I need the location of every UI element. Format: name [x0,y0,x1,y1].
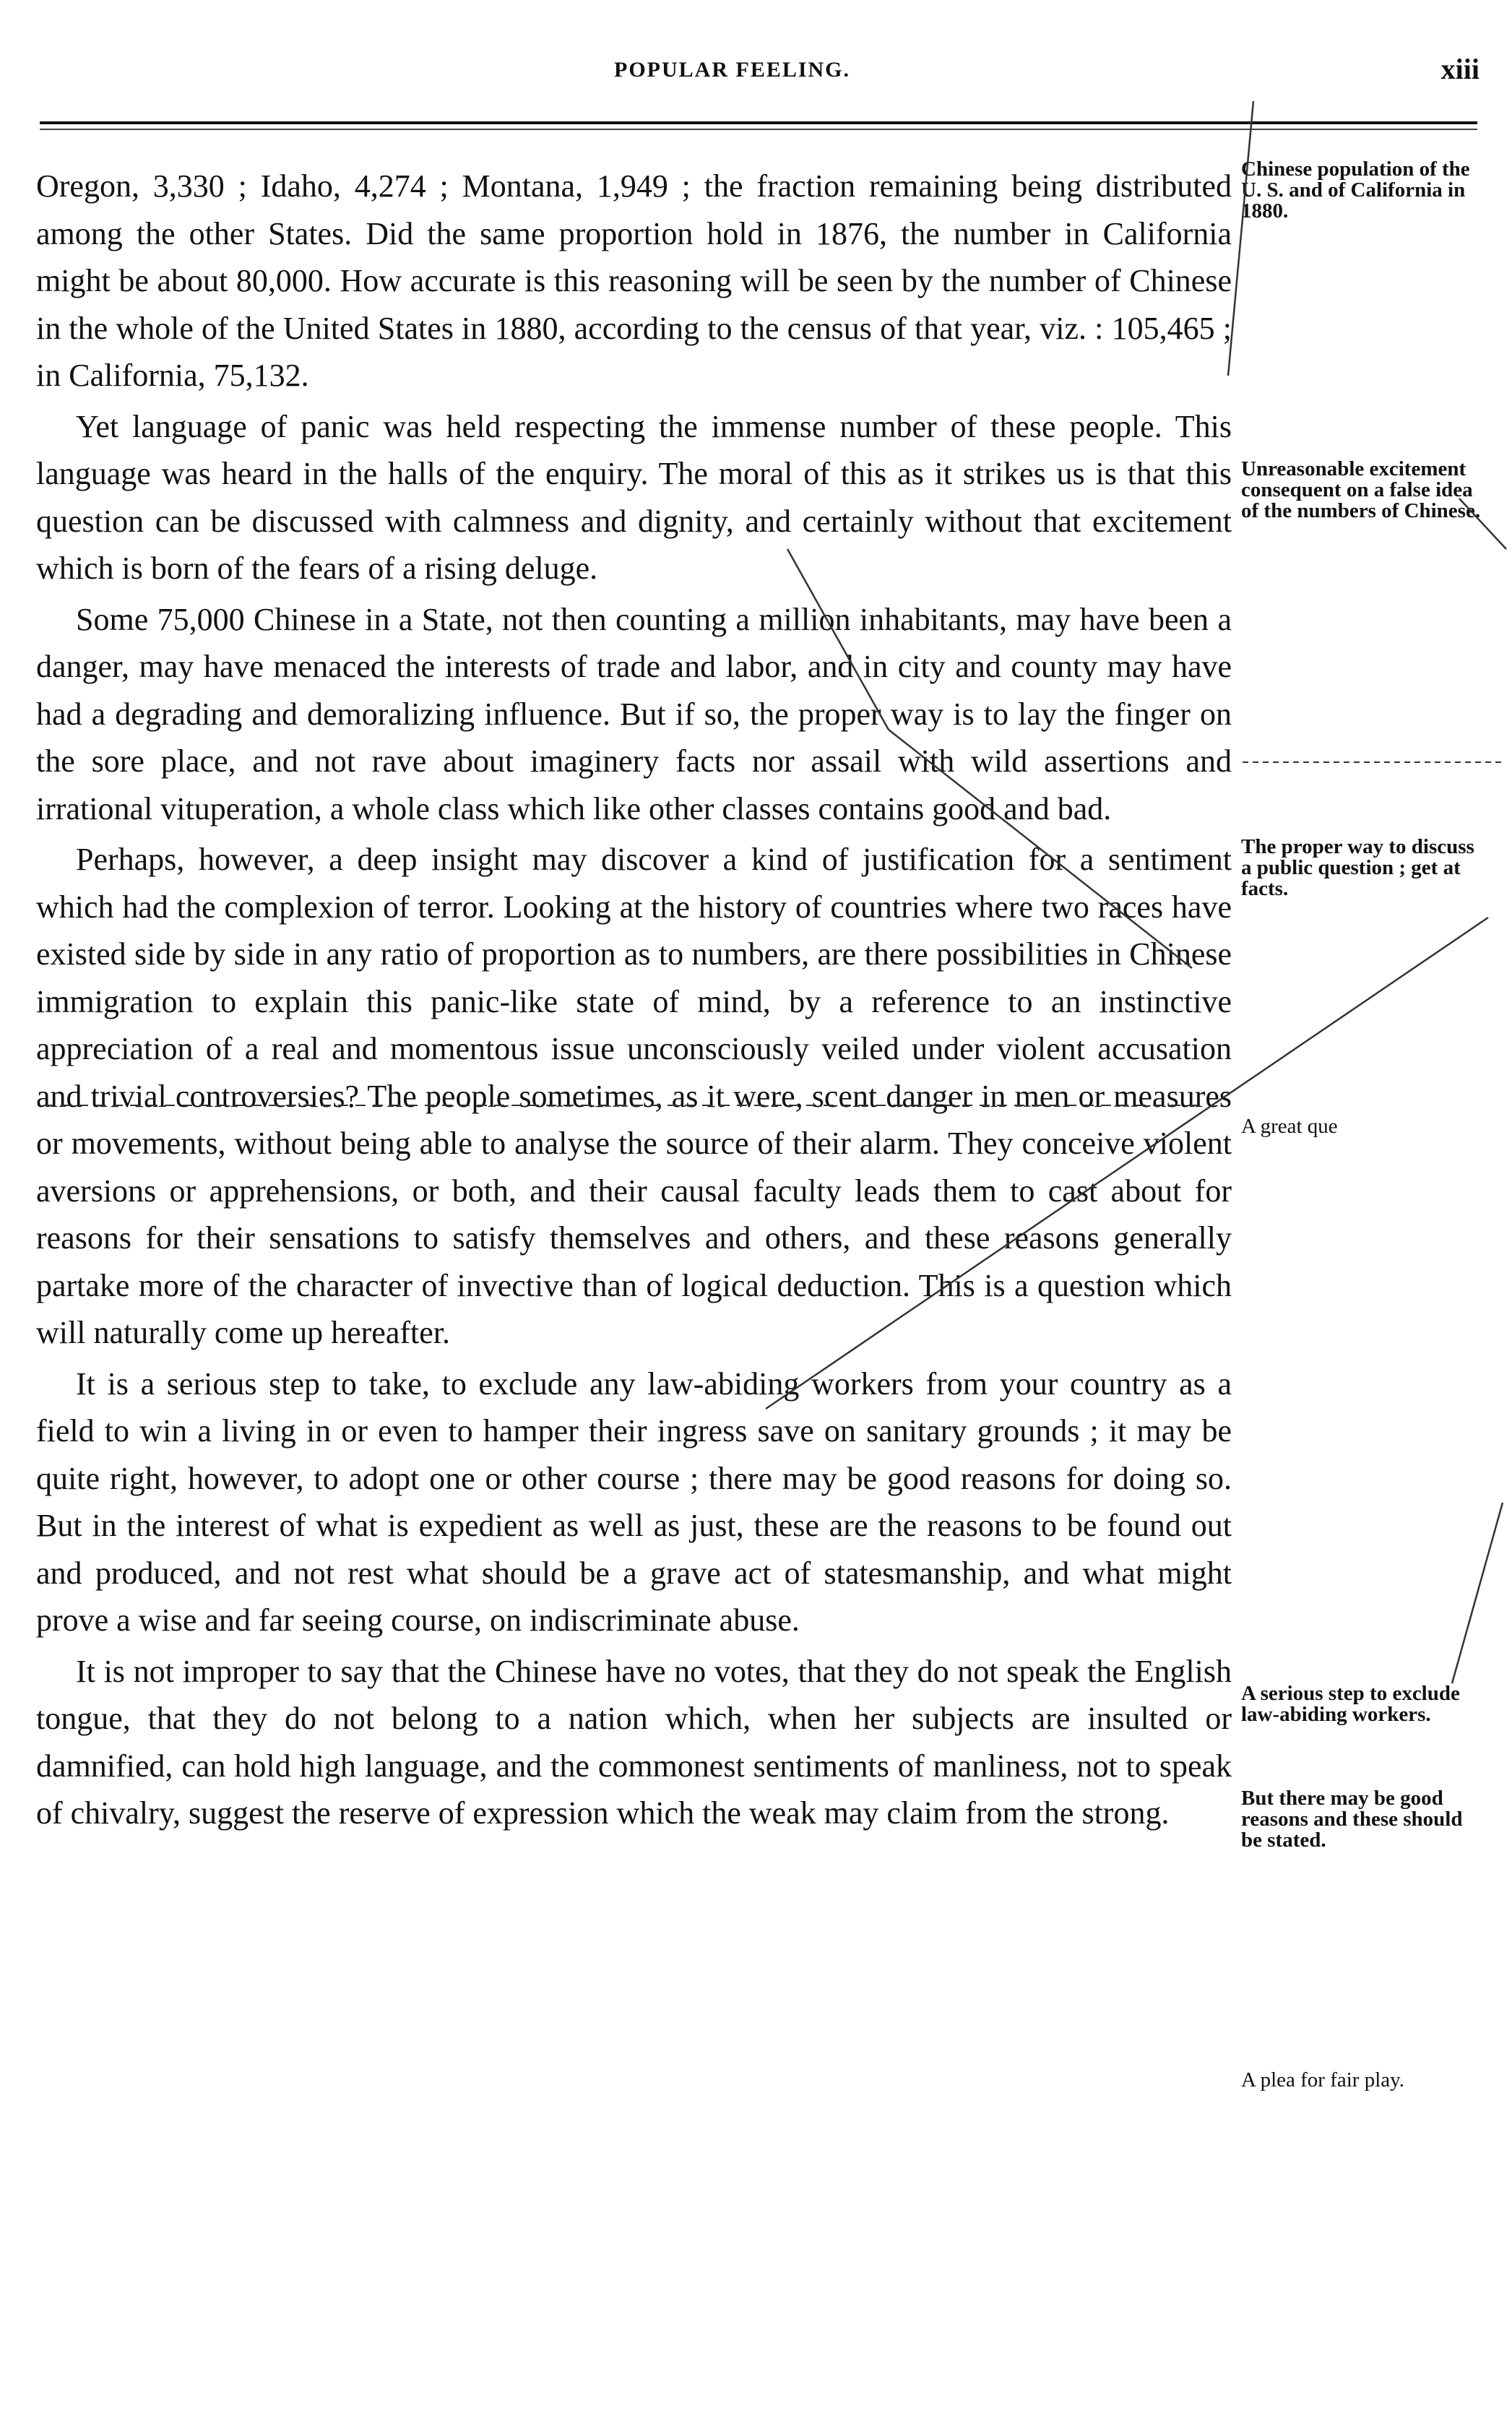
pencil-line-1 [1228,101,1253,376]
paragraph-6: It is not improper to say that the Chinese have no votes, that they do not speak the English tongue, that they do not belong to a nation which, when her subjects are insulted or damnified, can hold high language, and the commonest sentiments of manliness, not to speak of chivalry, suggest the reserve of expression which the weak may claim from the strong. [36,1653,1232,1831]
sidenote-proper-way: The proper way to discuss a public question ; get at facts. [1241,835,1474,900]
paragraph-1: Oregon, 3,330 ; Idaho, 4,274 ; Montana, 1,949 ; the fraction remaining being distributed among the other States. Did the same proportion hold in 1876, the number in California might be about 80,000. How accurate is this reasoning will be seen by the number of Chinese in the whole of the United States in 1880, according to the census of that year, viz. : 105,465 ; in California, 75,132. [36,168,1232,393]
sidenote-good-reasons: But there may be good reasons and these should be stated. [1241,1787,1463,1852]
sidenote-serious-step: A serious step to exclude law-abiding workers. [1241,1682,1460,1726]
pencil-line-5 [1452,1503,1503,1683]
sidenote-plea-fair-play: A plea for fair play. [1241,2068,1404,2092]
sidenote-unreasonable-excitement: Unreasonable excitement consequent on a false idea of the numbers of Chinese. [1241,457,1481,522]
page-number: xiii [1440,53,1479,85]
sidenote-chinese-population: Chinese population of the U. S. and of California in 1880. [1241,157,1470,223]
pencil-line-4 [766,918,1488,1409]
paragraph-4: Perhaps, however, a deep insight may discover a kind of justification for a sentiment which had the complexion of terror. Looking at the history of countries where two races have existed side by side in any ratio of proportion as to numbers, are there possibilities in Chinese immigration to explain this panic-like state of mind, by a reference to an instinctive appreciation of a real and momentous issue unconsciously veiled under violent accusation and trivial controversies? The people sometimes, as it were, scent danger in men or measures or movements, without being able to analyse the source of their alarm. They conceive violent aversions or apprehensions, or both, and their causal faculty leads them to cast about for reasons for their sensations to satisfy themselves and others, and these reasons generally partake more of the character of invective than of logical deduction. This is a question which will naturally come up hereafter. [36,842,1232,1350]
pencil-line-3 [889,730,1192,968]
running-title: POPULAR FEELING. [614,58,851,82]
pencil-line-2 [787,549,889,730]
paragraph-5: It is a serious step to take, to exclude any law-abiding workers from your country as a field to win a living in or even to hamper their ingress save on sanitary grounds ; it may be quite right, however, to adopt one or other course ; there may be good reasons for doing so. But in the interest of what is expedient as well as just, these are the reasons to be found out and produced, and not rest what should be a grave act of statesmanship, and what might prove a wise and far seeing course, on indiscriminate abuse. [36,1365,1232,1638]
paragraph-2: Yet language of panic was held respecting the immense number of these people. This language was heard in the halls of the enquiry. The moral of this as it strikes us is that this question can be discussed with calmness and dignity, and certainly without that excitement which is born of the fears of a rising deluge. [36,408,1232,586]
pencil-line-6 [1459,498,1506,549]
sidenote-great-question: A great que [1241,1115,1338,1138]
paragraph-3: Some 75,000 Chinese in a State, not then counting a million inhabitants, may have been a danger, may have menaced the interests of trade and labor, and in city and county may have had a degrading and demoralizing influence. But if so, the proper way is to lay the finger on the sore place, and not rave about imaginery facts nor assail with wild assertions and irrational vituperation, a whole class which like other classes contains good and bad. [36,601,1232,826]
